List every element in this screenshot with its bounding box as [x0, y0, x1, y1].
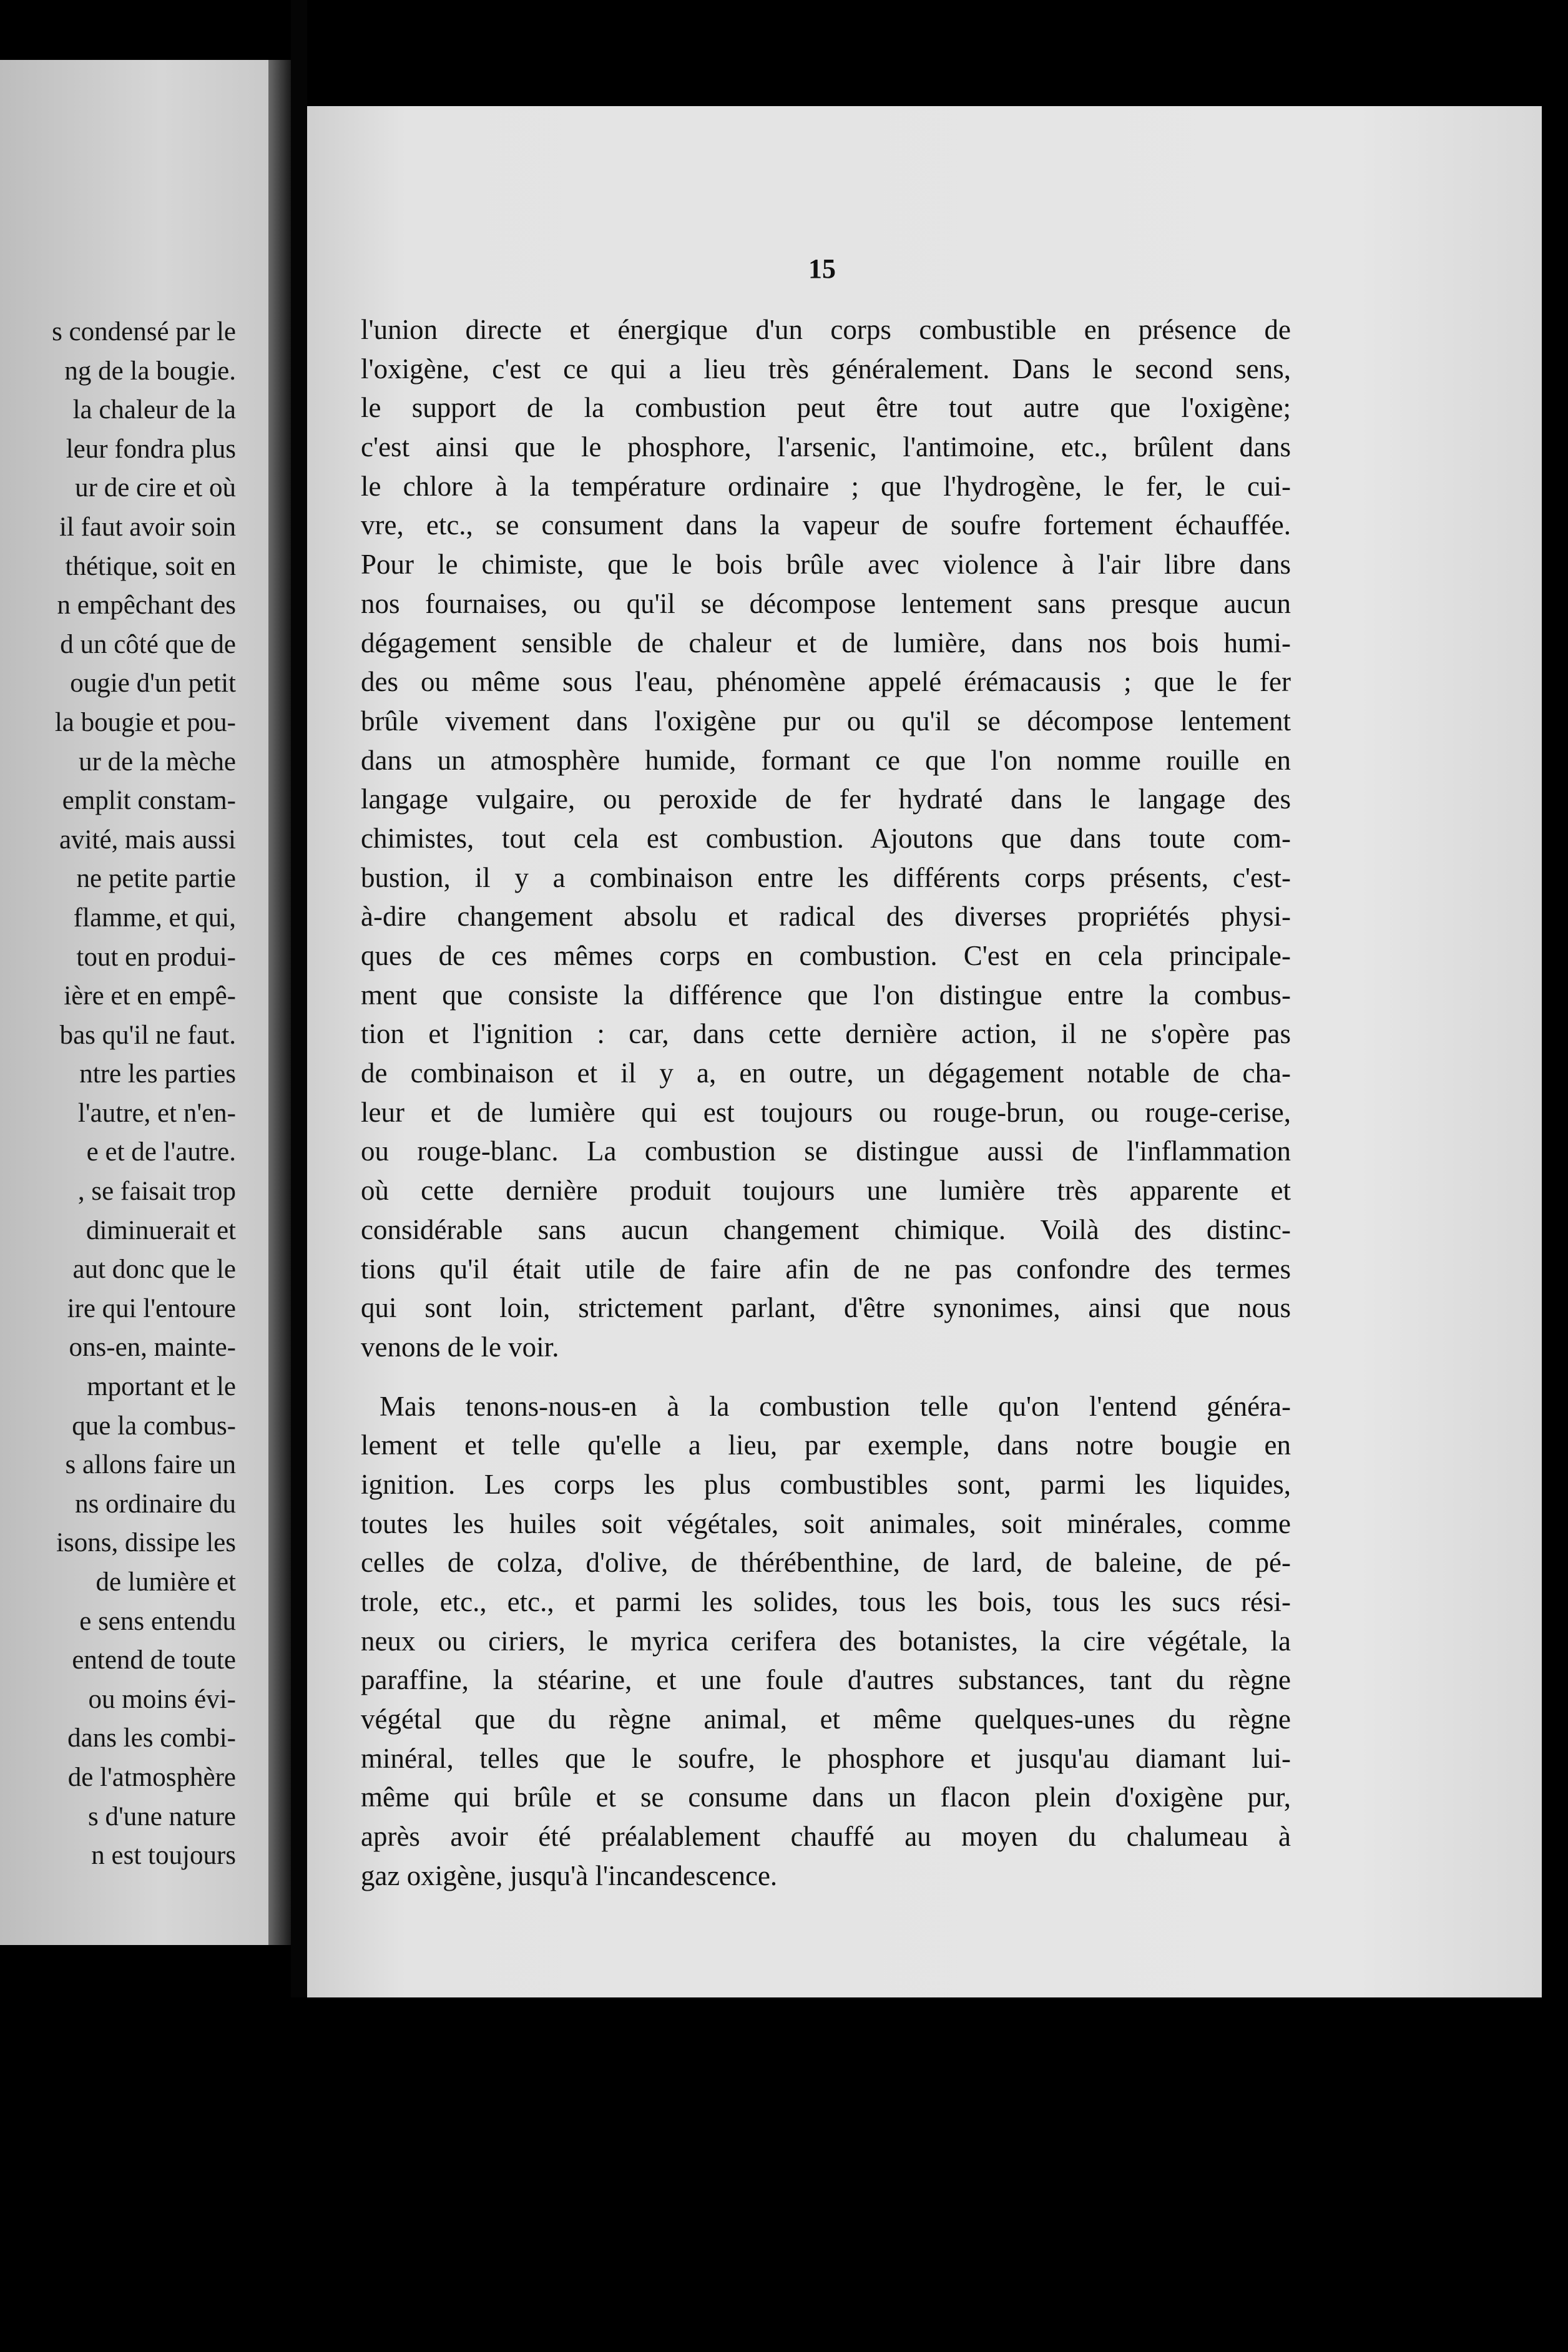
left-line: ou moins évi-: [88, 1684, 236, 1714]
text-line: paraffine, la stéarine, et une foule d'autres substances, tant du règne: [361, 1664, 1291, 1696]
text-line: ment que consiste la différence que l'on distingue entre la combus-: [361, 979, 1291, 1011]
left-line: ière et en empê-: [64, 981, 236, 1011]
left-line: dans les combi-: [67, 1723, 236, 1753]
left-line: n est toujours: [91, 1841, 236, 1871]
text-line: qui sont loin, strictement parlant, d'être synonimes, ainsi que nous: [361, 1292, 1291, 1324]
left-line: ur de cire et où: [75, 473, 236, 503]
text-line: bustion, il y a combinaison entre les différents corps présents, c'est-: [361, 861, 1291, 893]
text-line: ignition. Les corps les plus combustibles sont, parmi les liquides,: [361, 1468, 1291, 1500]
text-line: dégagement sensible de chaleur et de lumière, dans nos bois humi-: [361, 627, 1291, 659]
left-line: ntre les parties: [79, 1059, 236, 1089]
text-line: langage vulgaire, ou peroxide de fer hydraté dans le langage des: [361, 783, 1291, 815]
left-line: emplit constam-: [62, 786, 236, 816]
text-line: tions qu'il était utile de faire afin de ne pas confondre des termes: [361, 1253, 1291, 1285]
left-line: la bougie et pou-: [54, 707, 236, 737]
left-line: d un côté que de: [60, 629, 236, 659]
text-line: lement et telle qu'elle a lieu, par exemple, dans notre bougie en: [361, 1429, 1291, 1461]
left-line: que la combus-: [72, 1411, 236, 1441]
paragraph-2: [361, 1387, 1291, 1896]
left-line: de lumière et: [96, 1567, 236, 1597]
page-number: 15: [808, 253, 836, 284]
left-line: entend de toute: [72, 1645, 236, 1675]
text-line: où cette dernière produit toujours une lumière très apparente et: [361, 1175, 1291, 1207]
text-line: Mais tenons-nous-en à la combustion telle qu'on l'entend généra-: [380, 1390, 1291, 1422]
text-line: gaz oxigène, jusqu'à l'incandescence.: [361, 1860, 778, 1891]
paragraph-1: [361, 310, 1291, 1367]
text-line: des ou même sous l'eau, phénomène appelé érémacausis ; que le fer: [361, 666, 1291, 698]
page-edge-shadow: [268, 60, 291, 1945]
text-line: à-dire changement absolu et radical des diverses propriétés physi-: [361, 901, 1291, 933]
left-line: ons-en, mainte-: [69, 1333, 236, 1363]
left-line: e et de l'autre.: [86, 1137, 236, 1167]
left-page-text: [0, 313, 236, 1876]
left-line: ire qui l'entoure: [67, 1293, 236, 1323]
left-line: ng de la bougie.: [64, 356, 236, 386]
text-line: celles de colza, d'olive, de thérébenthine, de lard, de baleine, de pé-: [361, 1547, 1291, 1579]
text-line: minéral, telles que le soufre, le phosphore et jusqu'au diamant lui-: [361, 1742, 1291, 1774]
left-line: aut donc que le: [72, 1255, 236, 1285]
left-line: bas qu'il ne faut.: [59, 1020, 236, 1050]
text-line: c'est ainsi que le phosphore, l'arsenic, l'antimoine, etc., brûlent dans: [361, 431, 1291, 463]
text-line: le support de la combustion peut être tout autre que l'oxigène;: [361, 392, 1291, 424]
left-line: diminuerait et: [86, 1215, 236, 1245]
text-line: de combinaison et il y a, en outre, un dégagement notable de cha-: [361, 1057, 1291, 1089]
left-line: s condensé par le: [52, 317, 236, 346]
text-line: brûle vivement dans l'oxigène pur ou qu'il se décompose lentement: [361, 705, 1291, 737]
text-line: après avoir été préalablement chauffé au moyen du chalumeau à: [361, 1821, 1291, 1853]
text-line: chimistes, tout cela est combustion. Ajoutons que dans toute com-: [361, 822, 1291, 854]
left-line: s allons faire un: [65, 1450, 236, 1480]
text-line: ques de ces mêmes corps en combustion. C'est en cela principale-: [361, 940, 1291, 971]
left-line: il faut avoir soin: [59, 512, 236, 542]
text-line: toutes les huiles soit végétales, soit animales, soit minérales, comme: [361, 1507, 1291, 1539]
left-line: , se faisait trop: [77, 1177, 236, 1207]
left-line: ougie d'un petit: [70, 669, 236, 698]
text-line: le chlore à la température ordinaire ; que l'hydrogène, le fer, le cui-: [361, 470, 1291, 502]
text-line: ou rouge-blanc. La combustion se distingue aussi de l'inflammation: [361, 1135, 1291, 1167]
text-line: dans un atmosphère humide, formant ce que l'on nomme rouille en: [361, 744, 1291, 776]
left-line: ur de la mèche: [79, 747, 236, 777]
left-line: s d'une nature: [87, 1801, 236, 1831]
text-line: Pour le chimiste, que le bois brûle avec violence à l'air libre dans: [361, 549, 1291, 581]
left-line: ns ordinaire du: [75, 1489, 236, 1519]
text-line: même qui brûle et se consume dans un flacon plein d'oxigène pur,: [361, 1781, 1291, 1813]
text-line: vre, etc., se consument dans la vapeur de soufre fortement échauffée.: [361, 509, 1291, 541]
left-line: e sens entendu: [79, 1606, 236, 1636]
left-line: thétique, soit en: [65, 551, 236, 581]
left-line: isons, dissipe les: [56, 1528, 236, 1558]
text-line: l'oxigène, c'est ce qui a lieu très généralement. Dans le second sens,: [361, 353, 1291, 385]
left-line: leur fondra plus: [66, 434, 236, 464]
left-line: mportant et le: [87, 1372, 236, 1402]
page-body: [361, 310, 1291, 1896]
left-line: avité, mais aussi: [59, 825, 236, 855]
left-page-fragment: [0, 60, 268, 1945]
text-line: leur et de lumière qui est toujours ou rouge-brun, ou rouge-cerise,: [361, 1096, 1291, 1128]
text-line: considérable sans aucun changement chimique. Voilà des distinc-: [361, 1213, 1291, 1245]
left-line: n empêchant des: [57, 590, 236, 620]
text-line: végétal que du règne animal, et même quelques-unes du règne: [361, 1703, 1291, 1735]
text-line: tion et l'ignition : car, dans cette dernière action, il ne s'opère pas: [361, 1018, 1291, 1050]
text-line: venons de le voir.: [361, 1331, 559, 1363]
left-line: ne petite partie: [76, 864, 236, 894]
text-line: neux ou ciriers, le myrica cerifera des botanistes, la cire végétale, la: [361, 1625, 1291, 1657]
left-line: tout en produi-: [76, 942, 236, 972]
text-line: trole, etc., etc., et parmi les solides, tous les bois, tous les sucs rési-: [361, 1586, 1291, 1617]
scan-border-bottom: [0, 1997, 1568, 2352]
left-line: la chaleur de la: [72, 395, 236, 425]
left-line: l'autre, et n'en-: [77, 1098, 236, 1128]
left-line: de l'atmosphère: [67, 1762, 236, 1792]
paragraph-gap: [361, 1367, 1291, 1387]
text-line: l'union directe et énergique d'un corps combustible en présence de: [361, 314, 1291, 345]
left-line: flamme, et qui,: [73, 903, 236, 933]
text-line: nos fournaises, ou qu'il se décompose lentement sans presque aucun: [361, 587, 1291, 619]
